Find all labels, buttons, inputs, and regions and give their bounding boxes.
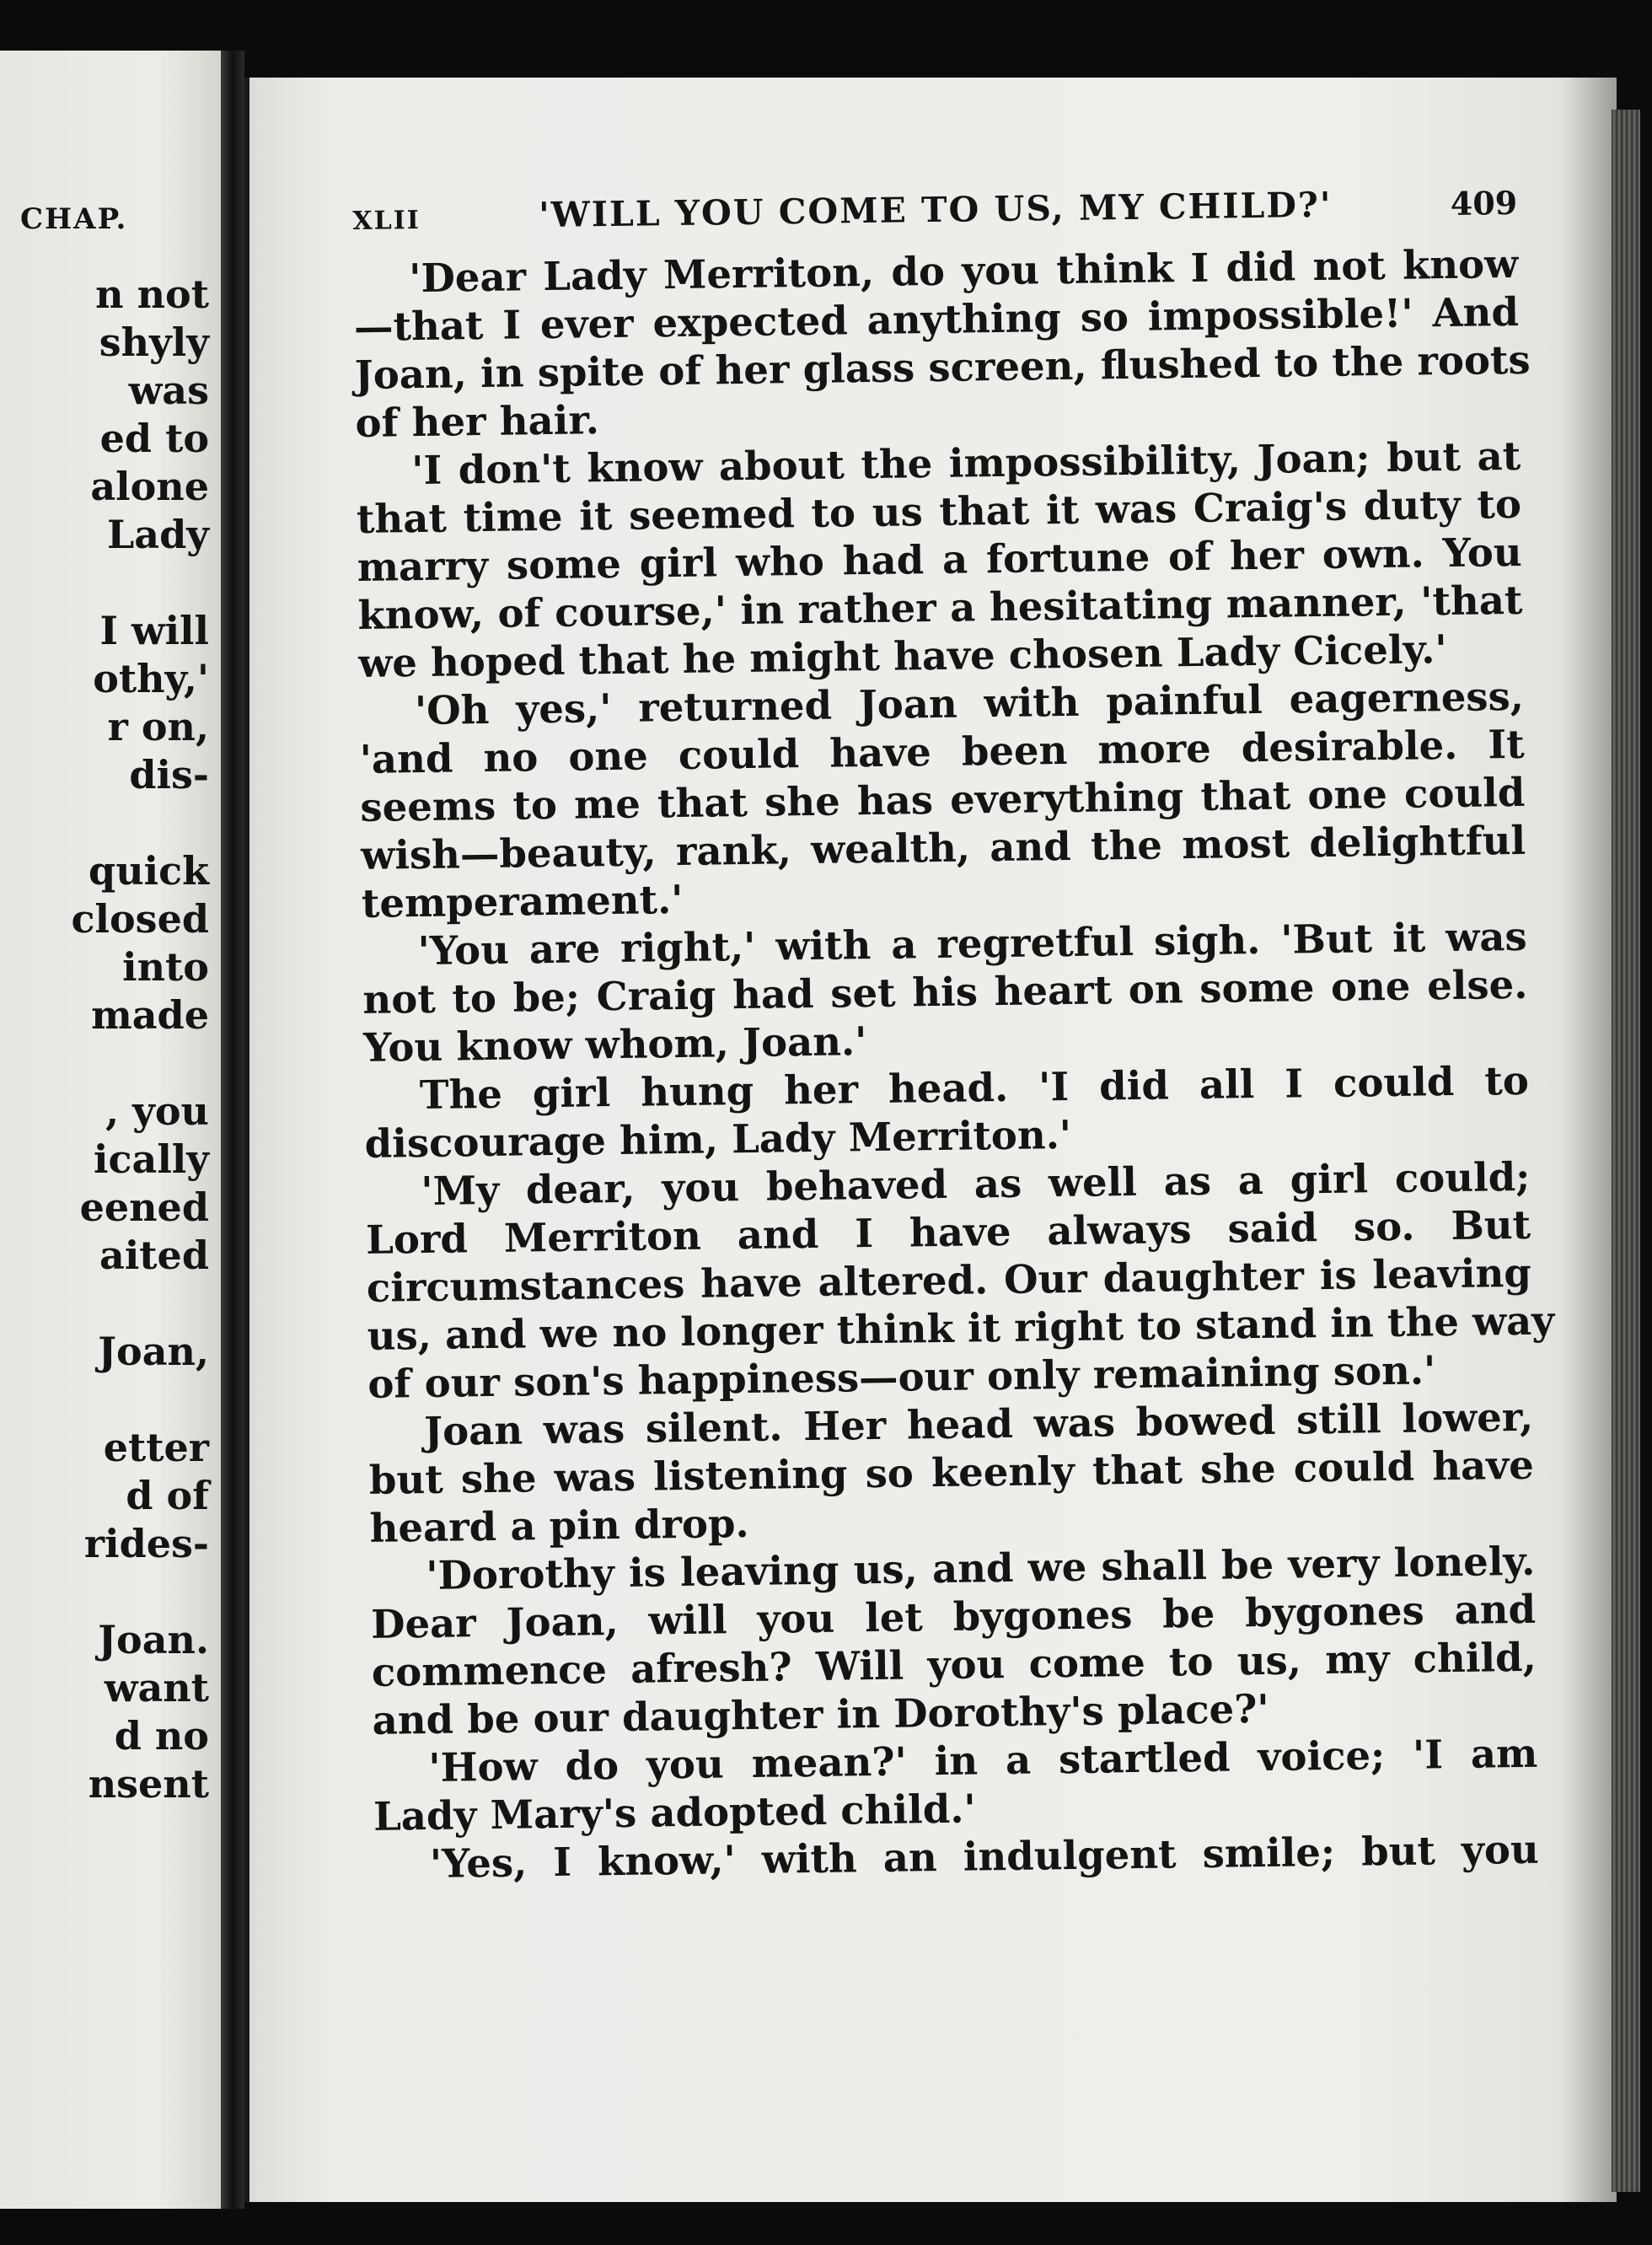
- left-page-line: d of: [126, 1473, 209, 1518]
- left-page-line: I will: [99, 608, 209, 653]
- text-line: 'My dear, you behaved as well as a girl could;: [421, 1152, 1531, 1215]
- text-line: The girl hung her head. 'I did all I could to: [419, 1056, 1530, 1119]
- text-line: know, of course,' in rather a hesitating manner, 'that: [357, 576, 1523, 638]
- paragraph: [370, 1537, 1537, 1744]
- left-page-line: etter: [103, 1425, 209, 1470]
- text-line: You know whom, Joan.': [362, 1018, 867, 1071]
- left-page-line: n not: [95, 271, 209, 317]
- text-line: Dear Joan, will you let bygones be bygones and: [370, 1585, 1537, 1647]
- paragraph: [353, 239, 1531, 447]
- text-line: 'I don't know about the impossibility, Joan; but at: [410, 432, 1521, 494]
- left-page-header: CHAP.: [20, 202, 128, 236]
- left-page-line: ed to: [99, 416, 209, 461]
- text-line: Joan was silent. Her head was bowed still lower,: [423, 1393, 1534, 1455]
- text-line: of her hair.: [355, 396, 600, 446]
- paragraph: [365, 1152, 1555, 1408]
- paragraph: [364, 1056, 1530, 1168]
- page-text-block: [352, 182, 1555, 1888]
- left-page-line: want: [104, 1665, 209, 1711]
- left-page-line: into: [122, 944, 209, 990]
- text-line: 'Yes, I know,' with an indulgent smile; but you: [429, 1825, 1540, 1887]
- body-text: [353, 239, 1555, 1888]
- chapter-number: XLII: [352, 205, 421, 236]
- text-line: 'You are right,' with a regretful sigh. 'But it was: [417, 912, 1527, 975]
- left-page-line: othy,': [93, 656, 209, 701]
- left-page-line: r on,: [107, 704, 209, 749]
- text-line: of our son's happiness—our only remaining son.': [367, 1346, 1436, 1407]
- text-line: 'How do you mean?' in a startled voice; 'I am: [428, 1729, 1538, 1791]
- text-line: 'Dear Lady Merriton, do you think I did not know: [408, 239, 1519, 302]
- page-edge-stack: [1612, 110, 1640, 2192]
- paragraph: [359, 672, 1527, 927]
- running-head: [352, 182, 1518, 248]
- left-page-line: alone: [90, 464, 209, 509]
- text-line: 'Dorothy is leaving us, and we shall be very lonely.: [426, 1537, 1536, 1598]
- text-line: discourage him, Lady Merriton.': [364, 1110, 1072, 1167]
- left-page-line: nsent: [88, 1761, 209, 1807]
- left-page-line: ically: [94, 1136, 209, 1182]
- left-facing-page: [0, 51, 221, 2209]
- left-page-line: Joan,: [98, 1329, 209, 1374]
- main-page: [244, 78, 1617, 2202]
- text-line: —that I ever expected anything so impossible!' And: [353, 287, 1520, 350]
- paragraph: [373, 1729, 1538, 1840]
- text-line: circumstances have altered. Our daughter is leaving: [366, 1249, 1532, 1311]
- book-gutter: [221, 51, 244, 2209]
- text-line: Joan, in spite of her glass screen, flushed to the roots: [354, 336, 1531, 398]
- text-line: us, and we no longer think it right to stand in the way: [367, 1297, 1555, 1359]
- left-page-line: was: [128, 368, 209, 413]
- left-page-line: Lady: [106, 512, 209, 557]
- paragraph: [362, 912, 1528, 1071]
- page-number: 409: [1450, 183, 1518, 223]
- text-line: 'and no one could have been more desirable. It: [359, 720, 1525, 782]
- left-page-line: aited: [99, 1233, 209, 1278]
- left-page-line: Joan.: [98, 1617, 209, 1662]
- chapter-title: 'WILL YOU COME TO US, MY CHILD?': [538, 184, 1333, 236]
- left-page-line: , you: [105, 1088, 209, 1134]
- text-line: Lady Mary's adopted child.': [373, 1785, 977, 1840]
- left-page-line: made: [91, 992, 209, 1038]
- left-page-line: quick: [88, 848, 209, 894]
- left-page-line: rides-: [83, 1521, 209, 1566]
- left-page-line: eened: [79, 1184, 209, 1230]
- text-line: Lord Merriton and I have always said so. But: [365, 1200, 1531, 1263]
- text-line: seems to me that she has everything that one could: [360, 768, 1526, 830]
- text-line: commence afresh? Will you come to us, my child,: [371, 1633, 1537, 1695]
- text-line: 'Oh yes,' returned Joan with painful eagerness,: [414, 672, 1525, 734]
- left-page-line: dis-: [129, 752, 209, 798]
- left-page-line: shyly: [99, 320, 209, 365]
- text-line: marry some girl who had a fortune of her own. You: [357, 528, 1522, 590]
- text-line: but she was listening so keenly that she could have: [368, 1441, 1535, 1503]
- text-line: that time it seemed to us that it was Craig's duty to: [356, 480, 1522, 542]
- text-line: not to be; Craig had set his heart on some one else.: [362, 960, 1528, 1023]
- paragraph: [368, 1393, 1535, 1552]
- text-line: temperament.': [361, 875, 684, 926]
- text-line: heard a pin drop.: [369, 1499, 749, 1551]
- left-page-line: closed: [71, 896, 209, 942]
- left-page-line: d no: [114, 1713, 209, 1759]
- text-line: wish—beauty, rank, wealth, and the most delightful: [360, 816, 1526, 878]
- paragraph: [356, 432, 1524, 687]
- text-line: and be our daughter in Dorothy's place?': [372, 1684, 1269, 1743]
- text-line: we hoped that he might have chosen Lady Cicely.': [357, 626, 1447, 686]
